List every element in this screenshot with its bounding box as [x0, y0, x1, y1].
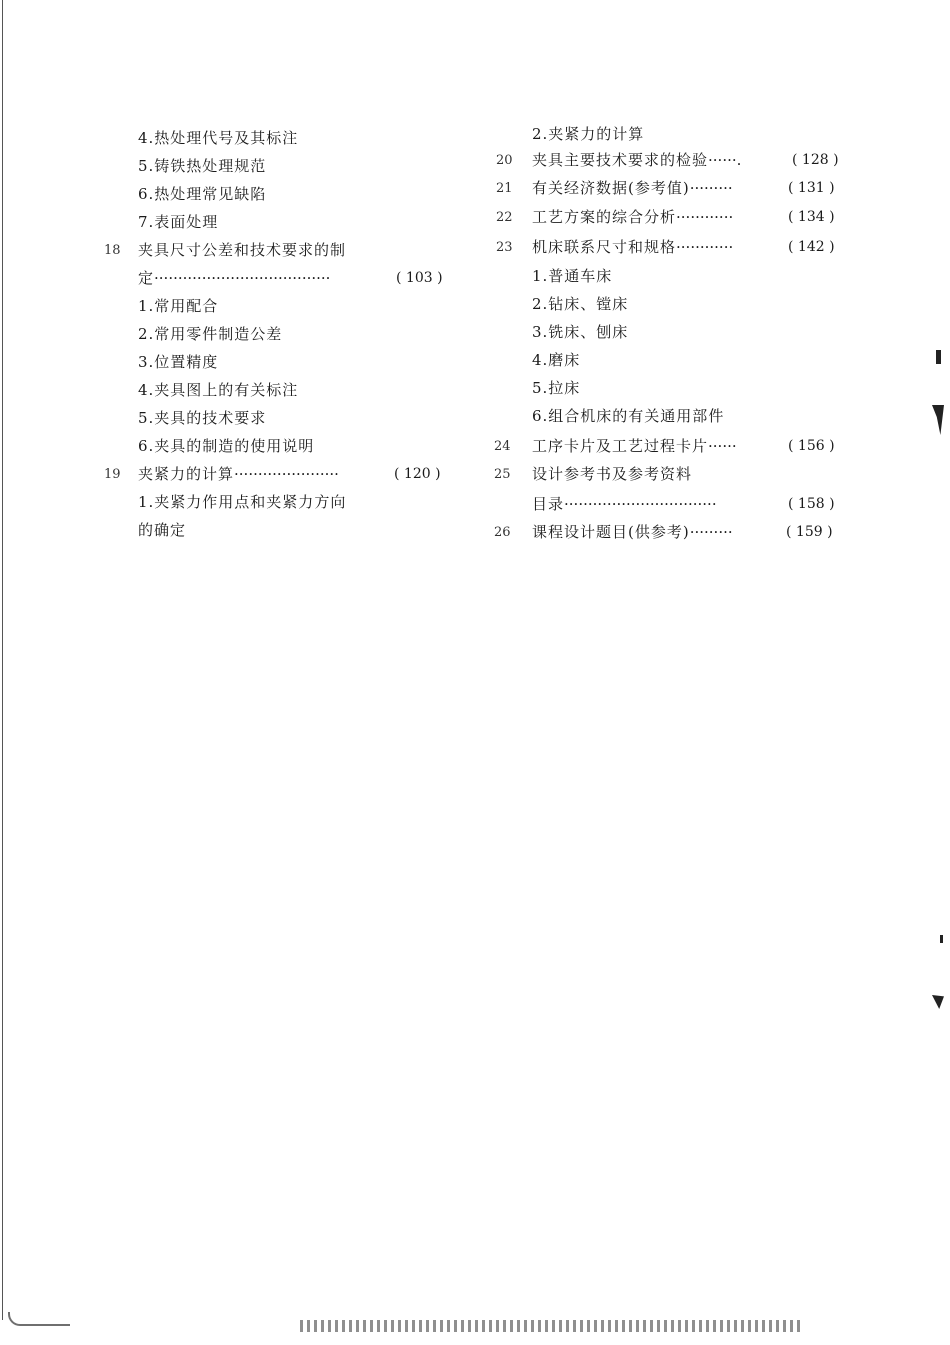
- toc-item: 3.铣床、刨床: [532, 323, 629, 341]
- toc-item: 6.热处理常见缺陷: [138, 185, 267, 203]
- section-title: [138, 464, 339, 484]
- scan-artifact: [300, 1320, 800, 1332]
- page-number: ( 120 ): [394, 466, 441, 482]
- section-number: 25: [494, 467, 511, 482]
- toc-item: 2.夹紧力的计算: [532, 125, 645, 143]
- page-edge: [2, 0, 3, 1320]
- toc-item: 2.钻床、镗床: [532, 295, 629, 313]
- scan-speck: [940, 935, 943, 943]
- toc-item: 4.夹具图上的有关标注: [138, 381, 299, 399]
- leader-dots: ······.: [708, 151, 742, 169]
- page-number: ( 134 ): [788, 209, 835, 225]
- section-title: 夹具尺寸公差和技术要求的制: [138, 241, 347, 259]
- leader-dots: ·········: [689, 523, 733, 541]
- section-number: 23: [496, 240, 513, 255]
- section-title: [532, 522, 733, 542]
- toc-item: 6.组合机床的有关通用部件: [532, 407, 725, 425]
- toc-item: 3.位置精度: [138, 353, 219, 371]
- leader-dots: ············: [676, 208, 734, 226]
- page-number: ( 159 ): [786, 524, 833, 540]
- leader-dots: ·····································: [154, 269, 331, 287]
- page-number: ( 142 ): [788, 239, 835, 255]
- scan-artifact: [8, 1312, 70, 1326]
- section-title: [532, 237, 733, 257]
- page-number: ( 158 ): [788, 496, 835, 512]
- section-number: 24: [494, 439, 511, 454]
- toc-item: 2.常用零件制造公差: [138, 325, 283, 343]
- toc-item: 7.表面处理: [138, 213, 219, 231]
- scan-speck: [936, 350, 941, 364]
- section-title-text: 工序卡片及工艺过程卡片: [532, 437, 709, 455]
- section-title-text: 工艺方案的综合分析: [532, 208, 677, 226]
- page-number: ( 131 ): [788, 180, 835, 196]
- leader-dots: ············: [676, 238, 734, 256]
- section-number: 18: [104, 243, 121, 258]
- section-title-continued: [138, 268, 330, 288]
- section-title-tail: 目录: [532, 495, 565, 513]
- page-number: ( 128 ): [792, 152, 839, 168]
- section-number: 20: [496, 153, 513, 168]
- section-title-tail: 定: [138, 269, 155, 287]
- leader-dots: ·········: [689, 179, 733, 197]
- section-title-text: 机床联系尺寸和规格: [532, 238, 677, 256]
- page-number: ( 156 ): [788, 438, 835, 454]
- section-number: 22: [496, 210, 513, 225]
- toc-item: 5.拉床: [532, 379, 581, 397]
- section-title: [532, 150, 741, 170]
- section-title: [532, 207, 733, 227]
- section-title: 设计参考书及参考资料: [532, 465, 693, 483]
- toc-item: 4.磨床: [532, 351, 581, 369]
- leader-dots: ································: [564, 495, 717, 513]
- toc-item: 1.夹紧力作用点和夹紧力方向: [138, 493, 347, 511]
- toc-item: 4.热处理代号及其标注: [138, 129, 299, 147]
- section-number: 19: [104, 467, 121, 482]
- section-title: [532, 436, 737, 456]
- scan-speck: [932, 995, 944, 1009]
- section-number: 26: [494, 525, 511, 540]
- section-title-text: 有关经济数据(参考值): [532, 179, 690, 197]
- toc-item: 5.铸铁热处理规范: [138, 157, 267, 175]
- section-title-text: 夹紧力的计算: [138, 465, 235, 483]
- toc-item: 5.夹具的技术要求: [138, 409, 267, 427]
- leader-dots: ······················: [234, 465, 339, 483]
- scan-speck: [932, 405, 944, 435]
- toc-item: 1.普通车床: [532, 267, 613, 285]
- toc-item: 的确定: [138, 521, 187, 539]
- section-title-text: 夹具主要技术要求的检验: [532, 151, 709, 169]
- leader-dots: ······: [708, 437, 737, 455]
- section-title-continued: [532, 494, 717, 514]
- toc-item: 6.夹具的制造的使用说明: [138, 437, 315, 455]
- section-title: [532, 178, 733, 198]
- toc-item: 1.常用配合: [138, 297, 219, 315]
- section-number: 21: [496, 181, 513, 196]
- section-title-text: 课程设计题目(供参考): [532, 523, 690, 541]
- page-number: ( 103 ): [396, 270, 443, 286]
